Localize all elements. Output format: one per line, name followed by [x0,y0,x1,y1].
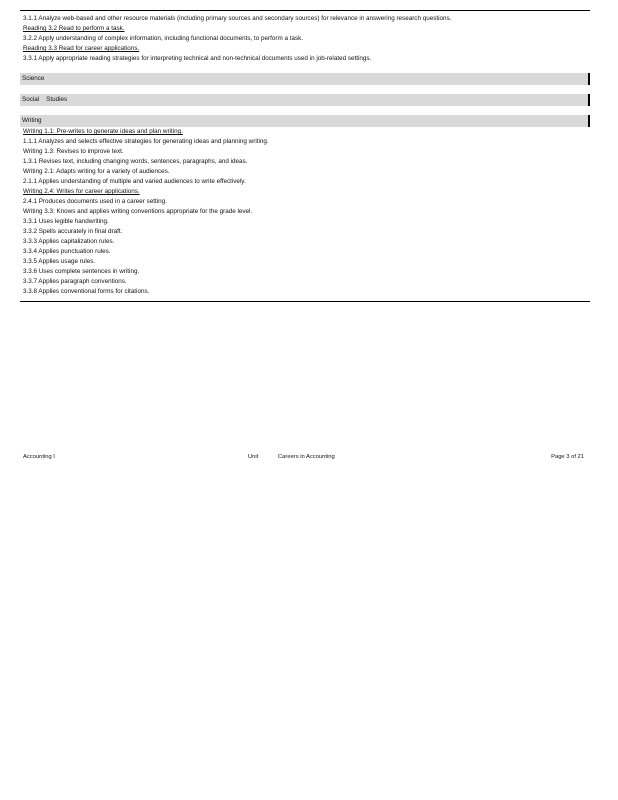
writing-line: 2.1.1 Applies understanding of multiple and varied audiences to write effectively. [23,178,246,185]
writing-line: 3.3.5 Applies usage rules. [23,258,96,265]
writing-line: 3.3.8 Applies conventional forms for citations. [23,288,150,295]
writing-line: Writing 2.4: Writes for career applications. [23,188,140,195]
section-writing-label: Writing [22,117,42,124]
reading-line: Reading 3.2 Read to perform a task. [23,25,125,32]
writing-line: Writing 1.1: Pre-writes to generate ideas and plan writing. [23,128,183,135]
writing-line: 3.3.3 Applies capitalization rules. [23,238,115,245]
writing-line: 3.3.4 Applies punctuation rules. [23,248,111,255]
section-social-studies [20,94,590,106]
section-science [20,73,590,85]
reading-line: 3.2.2 Apply understanding of complex information, including functional documents, to perform a task. [23,35,304,42]
writing-line: 2.4.1 Produces documents used in a career setting. [23,198,167,205]
writing-line: 3.3.1 Uses legible handwriting. [23,218,109,225]
writing-line: 3.3.2 Spells accurately in final draft. [23,228,123,235]
writing-line: Writing 2.1: Adapts writing for a variety of audiences. [23,168,170,175]
section-writing [20,115,590,127]
writing-line: 1.3.1 Revises text, including changing words, sentences, paragraphs, and ideas. [23,158,248,165]
reading-standards [20,14,590,64]
reading-line: 3.1.1 Analyze web-based and other resource materials (including primary sources and secondary sources) for relevance in answering research questions. [23,15,452,22]
writing-line: Writing 1.3: Revises to improve text. [23,148,124,155]
section-science-label: Science [22,75,45,82]
reading-line: Reading 3.3 Read for career applications. [23,45,140,52]
writing-line: Writing 3.3: Knows and applies writing conventions appropriate for the grade level. [23,208,253,215]
standards-page [20,10,590,302]
writing-line: 1.1.1 Analyzes and selects effective strategies for generating ideas and planning writing. [23,138,269,145]
writing-line: 3.3.6 Uses complete sentences in writing. [23,268,140,275]
reading-line: 3.3.1 Apply appropriate reading strategies for interpreting technical and non-technical documents used in job-related settings. [23,55,372,62]
bottom-rule [20,301,590,302]
section-social-studies-label: Social Studies [22,96,68,103]
footer-page-number: Page 3 of 21 [551,454,584,460]
footer-course: Accounting I [23,454,55,460]
footer-unit-label: Unit [248,454,259,460]
top-rule [20,10,590,11]
writing-standards [20,127,590,297]
writing-line: 3.3.7 Applies paragraph conventions. [23,278,127,285]
footer-unit-title: Careers in Accounting [278,454,335,460]
page-footer [23,454,588,464]
